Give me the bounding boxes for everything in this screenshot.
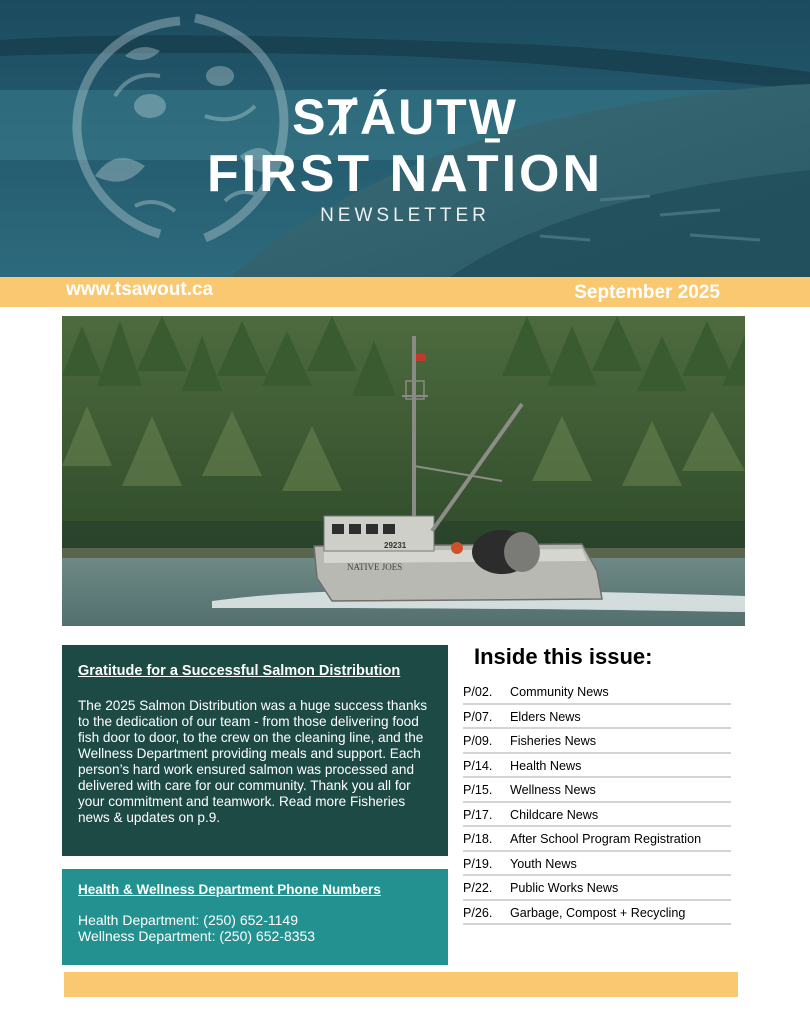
toc-page: P/26. [463,905,493,920]
toc-section: Wellness News [510,783,596,797]
fishing-boat-photo [62,316,745,626]
website-link[interactable]: www.tsawout.ca [66,279,214,300]
feature-article [62,645,448,856]
toc-page: P/19. [463,856,493,871]
info-band [0,277,810,307]
toc-page: P/18. [463,832,493,846]
newsletter-title-first-nation: FIRST NATION [206,145,604,203]
toc-item[interactable] [463,901,731,926]
toc-page: P/07. [463,709,493,724]
toc-page: P/15. [463,783,493,797]
feature-body: The 2025 Salmon Distribution was a huge success thanks to the dedication of our team - from those delivering food fish door to door, to the crew on the cleaning line, and the Wellness Department providing meals and support. Each person’s hard work ensured salmon was processed and delivered with care for our community. Thank you all for your commitment and teamwork. Read more Fisheries news & updates on p.9. [78,698,428,825]
newsletter-header [0,0,810,277]
boat-name-label: NATIVE JOES [347,562,403,572]
issue-date: September 2025 [574,282,720,303]
toc-item[interactable] [463,705,731,730]
feature-heading[interactable]: Gratitude for a Successful Salmon Distribution [78,663,401,679]
toc-item[interactable] [463,729,731,754]
toc-page: P/22. [463,881,493,895]
toc-page: P/02. [463,685,493,699]
toc-item[interactable] [463,778,731,803]
toc-section: Elders News [510,709,581,724]
toc-section: Community News [510,685,609,699]
toc-section: Health News [510,758,582,773]
newsletter-subtitle: NEWSLETTER [320,205,490,226]
toc-item[interactable] [463,827,731,852]
footer-bar [64,972,738,997]
toc-section: Fisheries News [510,734,597,748]
toc-section: Public Works News [510,881,619,895]
toc-item[interactable] [463,876,731,901]
toc-section: Youth News [510,856,577,871]
toc-section: Garbage, Compost + Recycling [510,905,686,920]
toc-item[interactable] [463,803,731,828]
toc-page: P/17. [463,807,493,822]
toc-section: Childcare News [510,807,599,822]
boat-scene-illustration [62,316,745,626]
wellness-department-phone: Wellness Department: (250) 652-8353 [78,928,316,944]
health-department-phone: Health Department: (250) 652-1149 [78,912,298,928]
toc-page: P/09. [463,734,493,748]
boat-number-label: 29231 [384,541,407,550]
table-of-contents [463,680,731,925]
phone-numbers-box [62,869,448,965]
toc-title: Inside this issue: [474,644,653,669]
toc-page: P/14. [463,758,493,773]
toc-section: After School Program Registration [510,832,702,846]
phone-numbers-heading[interactable]: Health & Wellness Department Phone Numbers [78,882,381,897]
toc-item[interactable] [463,852,731,877]
toc-item[interactable] [463,754,731,779]
newsletter-title-nation: SȾÁUTW̱ [292,89,518,145]
toc-item[interactable] [463,680,731,705]
